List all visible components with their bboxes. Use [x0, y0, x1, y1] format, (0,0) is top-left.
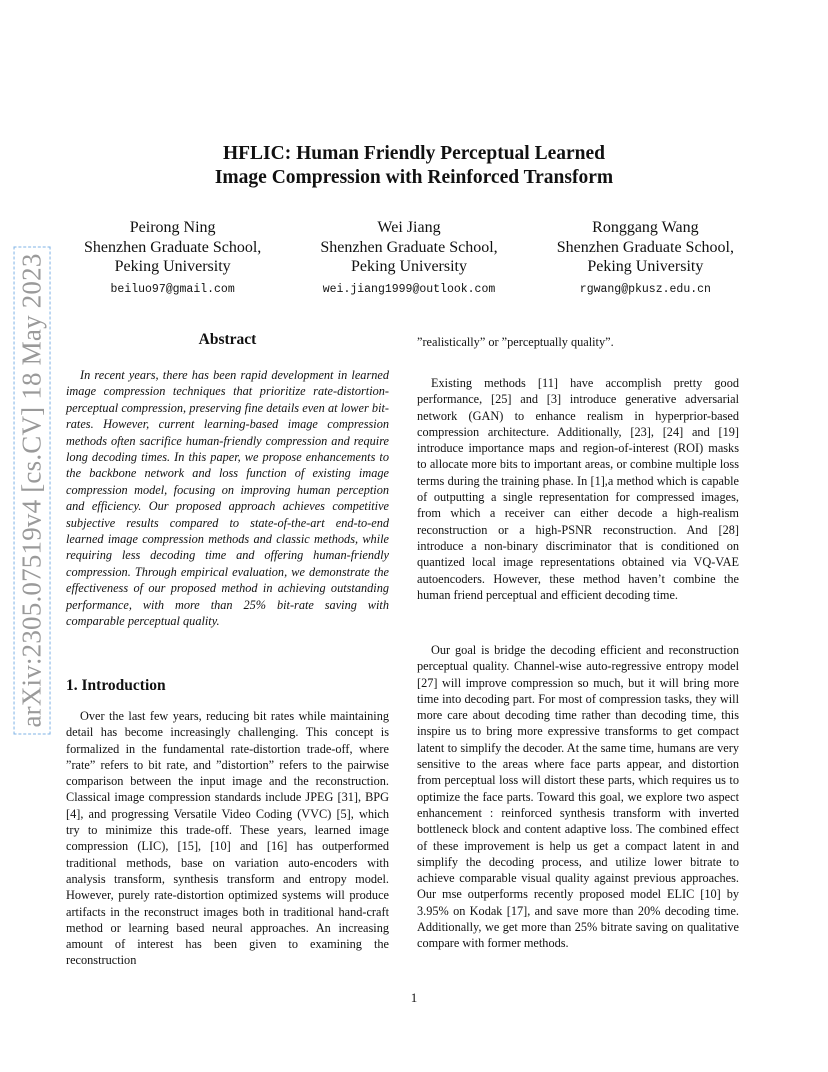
- author-email: beiluo97@gmail.com: [110, 282, 235, 296]
- page-number: 1: [410, 990, 418, 1005]
- introduction-heading: 1. Introduction: [66, 677, 166, 694]
- author-name: Wei Jiang: [377, 219, 441, 236]
- arxiv-identifier: arXiv:2305.07519v4 [cs.CV] 18 May 2023: [14, 246, 51, 734]
- author-university: Peking University: [114, 258, 231, 275]
- author-affiliation: Shenzhen Graduate School,: [556, 238, 734, 256]
- introduction-paragraph: Over the last few years, reducing bit rates while maintaining detail has become increasingly challenging. This concept is formalized in the fundamental rate-distortion trade-off, where ”rate” refers to bit rate, and ”distortion” refers to the pairwise comparison between the input image and the reconstruction. Classical image compression standards include JPEG [31], BPG [4], and progressing Versatile Video Coding (VVC) [5], which try to minimize this trade-off. These years, learned image compression (LIC), [15], [10] and [16] has outperformed traditional methods, base on variation auto-encoders with analysis transform, synthesis transform and entropy model. However, purely rate-distortion optimized systems will produce artifacts in the reconstruct images both in traditional hand-craft method or learning based neural approaches. An increasing amount of interest has been given to examining the reconstruction: [66, 709, 389, 968]
- author-email: wei.jiang1999@outlook.com: [322, 282, 496, 296]
- related-work-paragraph: Existing methods [11] have accomplish pretty good performance, [25] and [3] introduce generative adversarial network (GAN) to enhance realism in hyperprior-based compression architecture. Additionally, [23], [24] and [19] introduce importance maps and region-of-interest (ROI) masks to allocate more bits to important areas, or combine multiple loss terms during the training phase. In [1],a method which is capable of outputting a single representation for compressed images, from which a receiver can either decode a high-realism reconstruction or a high-PSNR reconstruction. And [28] introduce a non-binary discriminator that is conditioned on quantized local image representations obtained via VQ-VAE autoencoders. However, these method haven’t combine the human friend perceptual and efficient decoding time.: [417, 376, 739, 602]
- goal-paragraph: Our goal is bridge the decoding efficient and reconstruction perceptual quality. Channel-wise auto-regressive entropy model [27] will improve compression so much, but it will bring more time into decoding part. For most of compression tasks, they will more care about decoding time rather than decoding time, this inspire us to bring more expressive transforms to get compact latent to simplify the decoder. At the same time, humans are very sensitive to the areas where face parts appear, and distortion from perceptual loss will distort these parts, which requires us to optimize the face parts. Toward this goal, we explore two aspect enhancement : reinforced synthesis transform with inverted bottleneck block and content adaptive loss. The combined effect of these improvement is help us get a compact latent in and simplify the decoding process, and utilize lower bitrate to achieve comparable visual quality against previous approaches. Our mse outperforms recently proposed model ELIC [10] by 3.95% on Kodak [17], and save more than 20% decoding time. Additionally, we get more than 25% bitrate saving on qualitative compare with former methods.: [417, 643, 739, 951]
- arxiv-stamp: [10, 240, 54, 740]
- abstract-text: In recent years, there has been rapid development in learned image compression techniques that prioritize rate-distortion-perceptual compression, preserving fine details even at lower bit-rates. However, current learning-based image compression methods often sacrifice human-friendly compression and require long decoding times. In this paper, we propose enhancements to the backbone network and loss function of existing image compression model, focusing on improving human perception and efficiency. Our proposed approach achieves competitive subjective results compared to state-of-the-art end-to-end learned image compression methods and classic methods, while requiring less decoding time and offering human-friendly compression. Through empirical evaluation, we demonstrate the effectiveness of our proposed method in achieving outstanding performance, with more than 25% bit-rate saving with comparable perceptual quality.: [66, 368, 389, 629]
- author-affiliation: Shenzhen Graduate School,: [320, 238, 498, 256]
- author-university: Peking University: [587, 258, 704, 275]
- author-2: [320, 218, 497, 299]
- author-affiliation: Shenzhen Graduate School,: [84, 238, 262, 256]
- author-3: [557, 218, 734, 299]
- abstract-heading: Abstract: [198, 331, 257, 348]
- author-university: Peking University: [351, 258, 467, 275]
- author-name: Peirong Ning: [129, 219, 216, 236]
- paper-title: [0, 142, 828, 190]
- author-1: [84, 218, 261, 299]
- author-name: Ronggang Wang: [592, 219, 699, 236]
- title-line-1: HFLIC: Human Friendly Perceptual Learned: [222, 143, 606, 164]
- author-email: rgwang@pkusz.edu.cn: [579, 282, 711, 296]
- author-block: [84, 218, 734, 299]
- right-column-continuation: ”realistically” or ”perceptually quality”.: [417, 335, 614, 349]
- title-line-2: Image Compression with Reinforced Transform: [214, 167, 614, 188]
